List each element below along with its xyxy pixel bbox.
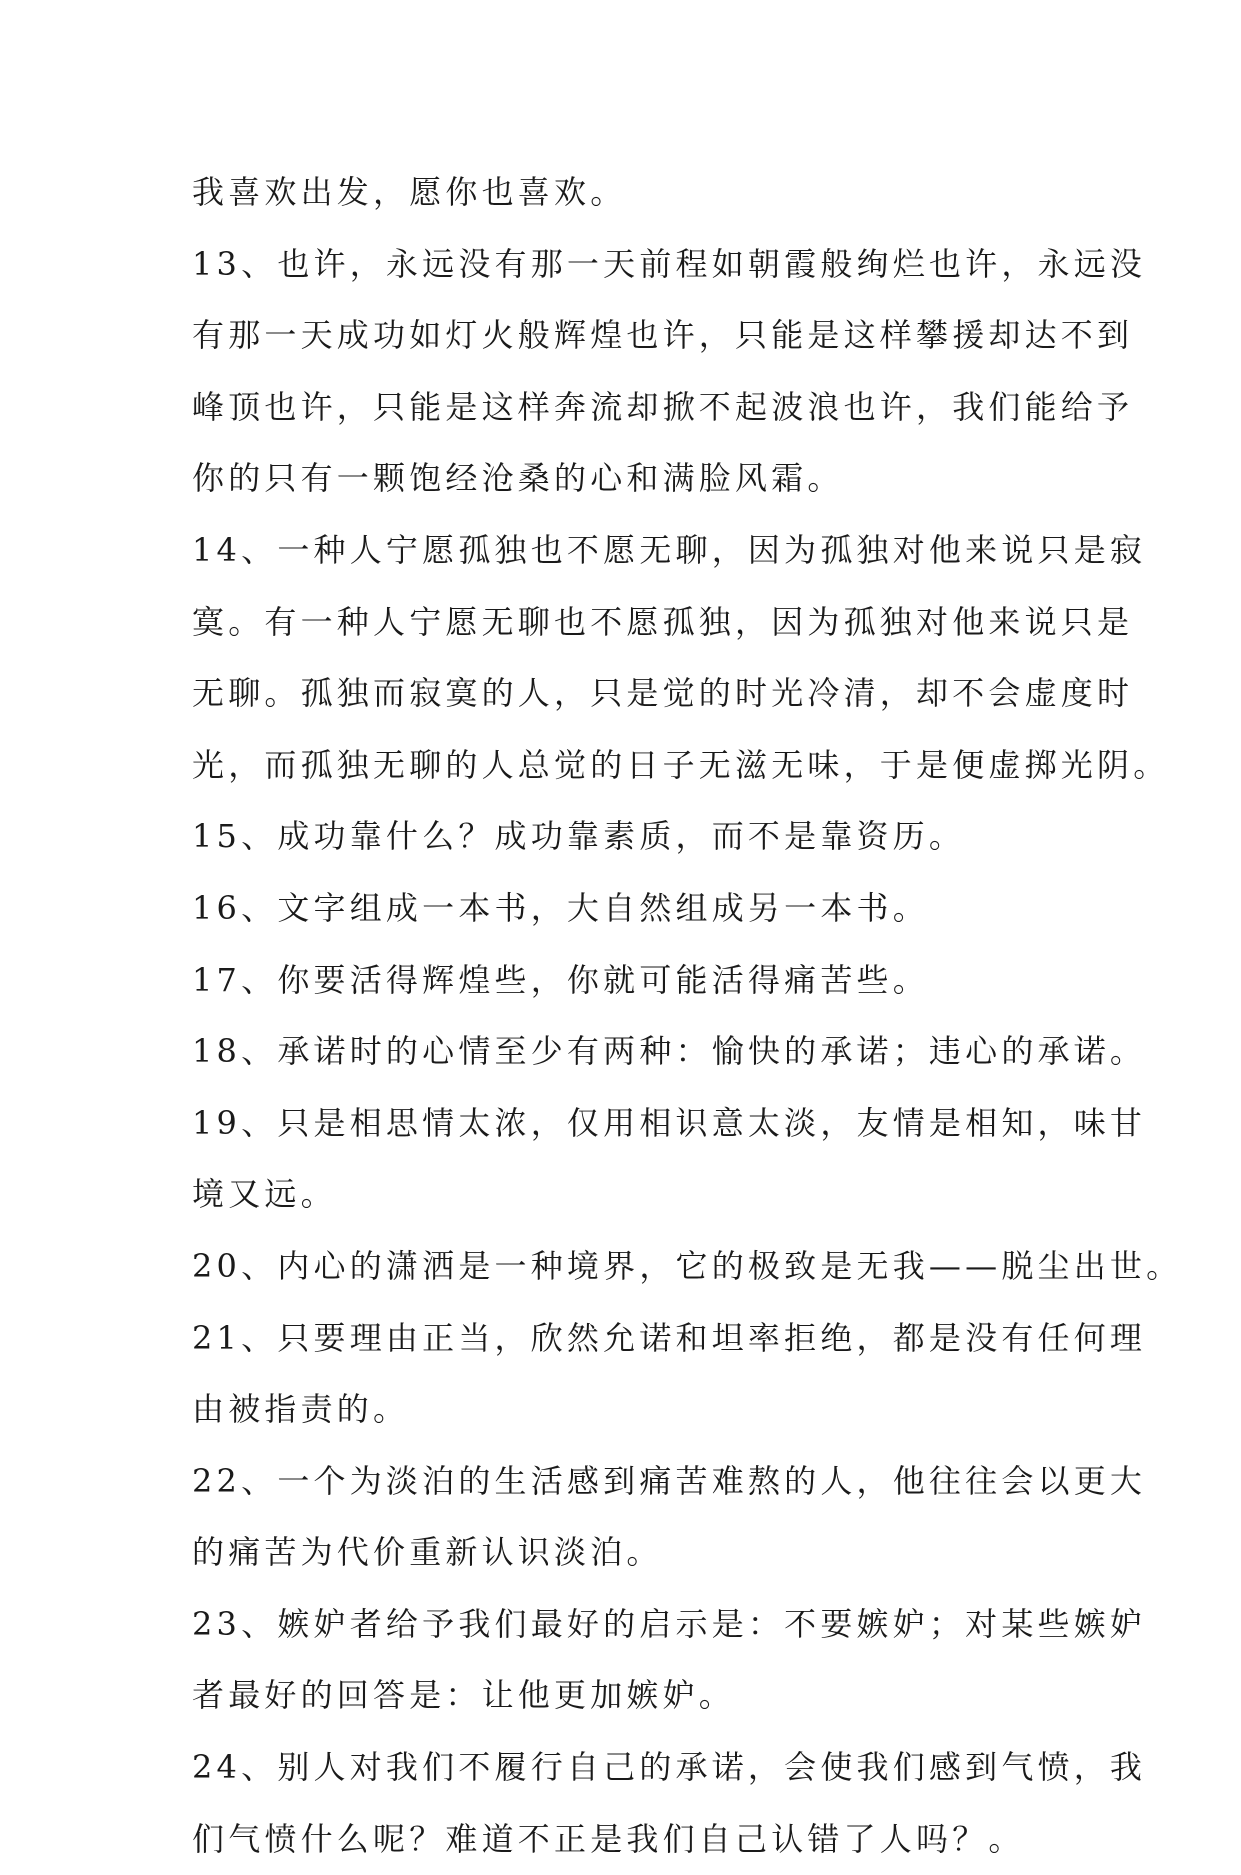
text-line: 17、你要活得辉煌些，你就可能活得痛苦些。 bbox=[192, 960, 929, 999]
text-line: 15、成功靠什么？成功靠素质，而不是靠资历。 bbox=[192, 817, 966, 856]
text-line: 有那一天成功如灯火般辉煌也许，只能是这样攀援却达不到 bbox=[192, 316, 1134, 355]
text-line: 24、别人对我们不履行自己的承诺，会使我们感到气愤，我 bbox=[192, 1748, 1147, 1787]
text-line: 由被指责的。 bbox=[192, 1390, 410, 1429]
text-line: 16、文字组成一本书，大自然组成另一本书。 bbox=[192, 888, 929, 927]
text-line: 22、一个为淡泊的生活感到痛苦难熬的人，他往往会以更大 bbox=[192, 1461, 1147, 1500]
text-line: 21、只要理由正当，欣然允诺和坦率拒绝，都是没有任何理 bbox=[192, 1318, 1147, 1357]
text-line: 18、承诺时的心情至少有两种：愉快的承诺；违心的承诺。 bbox=[192, 1032, 1147, 1071]
text-line: 无聊。孤独而寂寞的人，只是觉的时光冷清，却不会虚度时 bbox=[192, 674, 1134, 713]
text-line: 20、内心的潇洒是一种境界，它的极致是无我——脱尘出世。 bbox=[192, 1246, 1183, 1285]
text-line: 者最好的回答是：让他更加嫉妒。 bbox=[192, 1676, 736, 1715]
text-line: 境又远。 bbox=[192, 1175, 337, 1214]
text-line: 你的只有一颗饱经沧桑的心和满脸风霜。 bbox=[192, 459, 844, 498]
text-line: 们气愤什么呢？难道不正是我们自己认错了人吗？。 bbox=[192, 1819, 1025, 1858]
text-line: 寞。有一种人宁愿无聊也不愿孤独，因为孤独对他来说只是 bbox=[192, 602, 1134, 641]
text-line: 峰顶也许，只能是这样奔流却掀不起波浪也许，我们能给予 bbox=[192, 387, 1134, 426]
text-line: 我喜欢出发，愿你也喜欢。 bbox=[192, 173, 627, 211]
text-line: 13、也许，永远没有那一天前程如朝霞般绚烂也许，永远没 bbox=[192, 244, 1147, 283]
text-line: 23、嫉妒者给予我们最好的启示是：不要嫉妒；对某些嫉妒 bbox=[192, 1604, 1147, 1643]
document-body bbox=[192, 157, 1183, 1875]
text-line: 光，而孤独无聊的人总觉的日子无滋无味，于是便虚掷光阴。 bbox=[192, 745, 1170, 784]
text-line: 14、一种人宁愿孤独也不愿无聊，因为孤独对他来说只是寂 bbox=[192, 530, 1147, 569]
text-line: 的痛苦为代价重新认识淡泊。 bbox=[192, 1533, 663, 1572]
text-line: 19、只是相思情太浓，仅用相识意太淡，友情是相知，味甘 bbox=[192, 1103, 1147, 1142]
